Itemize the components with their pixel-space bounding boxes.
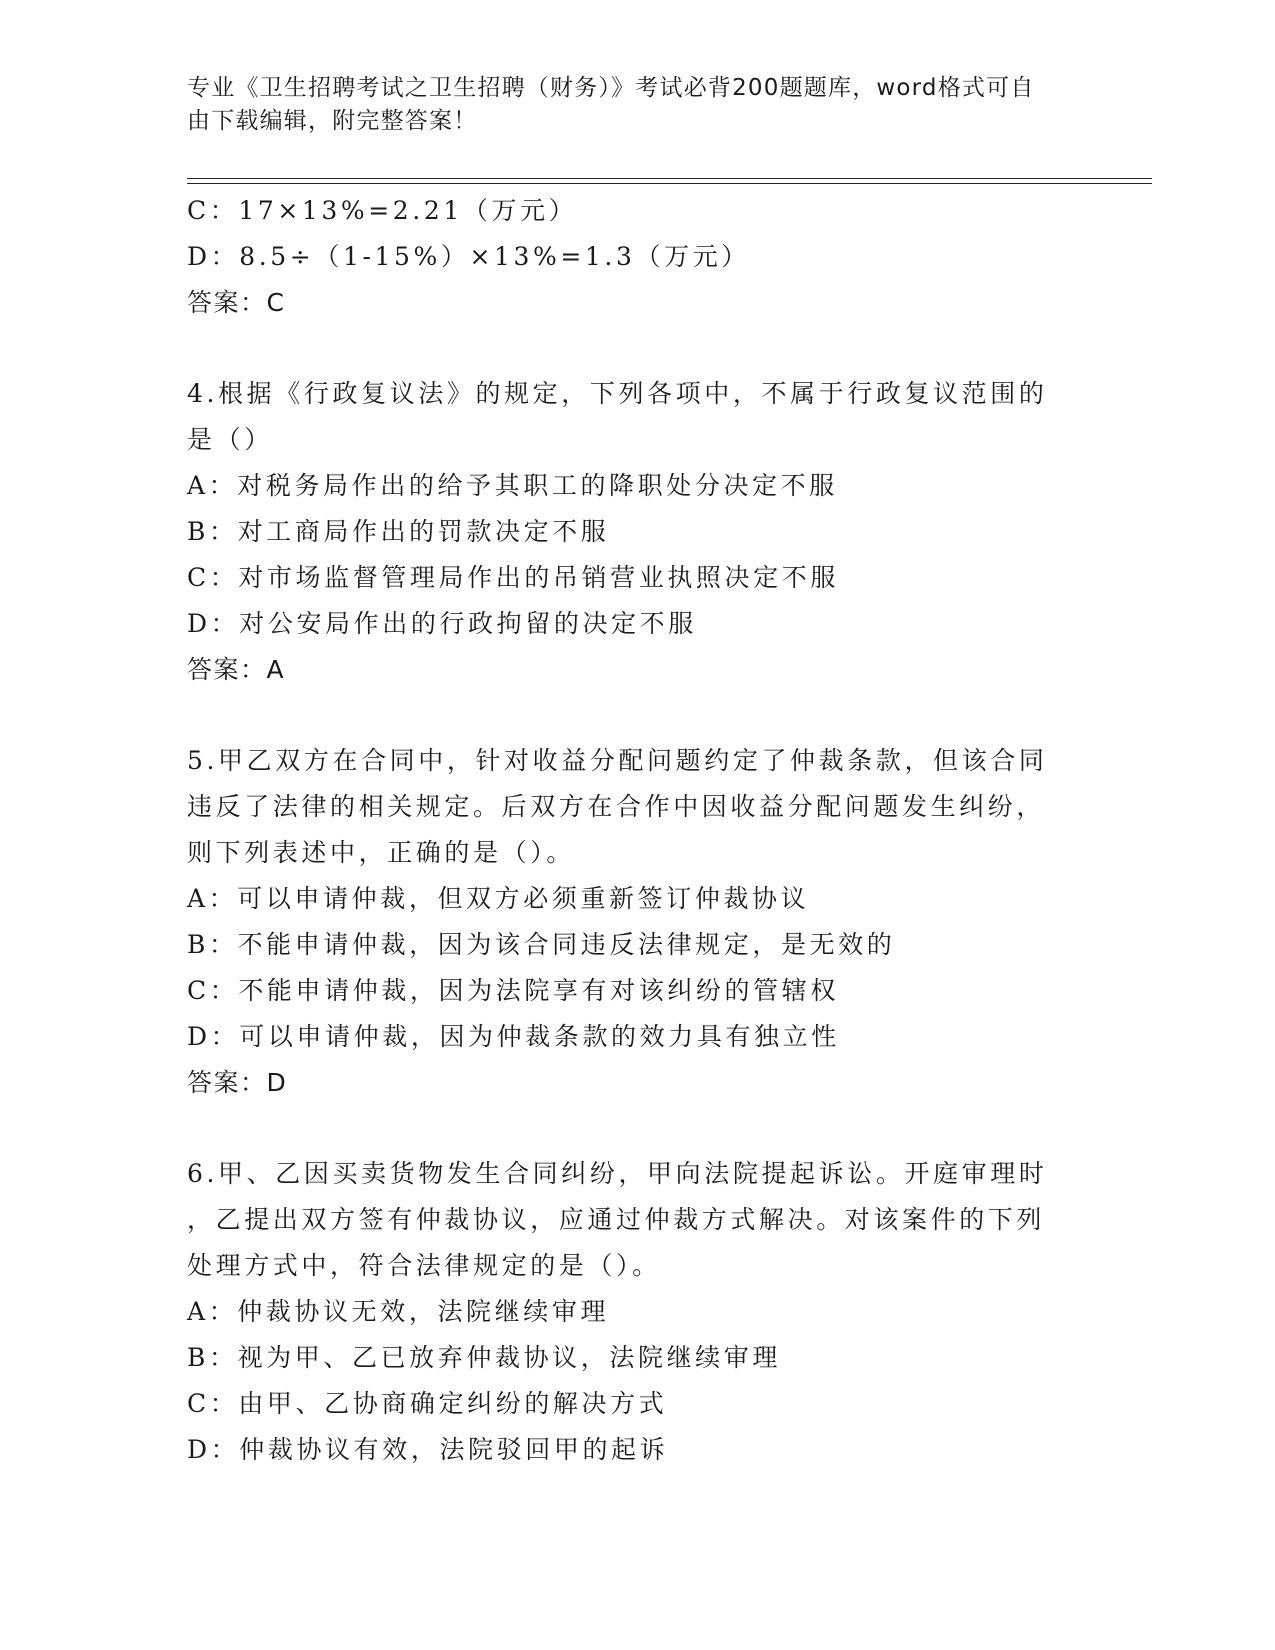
header-rule-top [187, 178, 1152, 179]
question-text: 5.甲乙双方在合同中，针对收益分配问题约定了仲裁条款，但该合同 [187, 746, 1048, 775]
option-d: D：可以申请仲裁，因为仲裁条款的效力具有独立性 [187, 1022, 840, 1051]
question-text: 6.甲、乙因买卖货物发生合同纠纷，甲向法院提起诉讼。开庭审理时 [187, 1159, 1048, 1188]
option-c: C：对市场监督管理局作出的吊销营业执照决定不服 [187, 563, 839, 592]
question-text: ，乙提出双方签有仲裁协议，应通过仲裁方式解决。对该案件的下列 [187, 1205, 1046, 1234]
option-d: D：对公安局作出的行政拘留的决定不服 [187, 609, 697, 638]
option-a: A：对税务局作出的给予其职工的降职处分决定不服 [187, 471, 838, 500]
question-text: 4.根据《行政复议法》的规定，下列各项中，不属于行政复议范围的 [187, 379, 1048, 408]
option-c: C：由甲、乙协商确定纠纷的解决方式 [187, 1389, 668, 1418]
option-c: C：17×13%=2.21（万元） [187, 196, 578, 225]
answer: 答案：A [187, 655, 286, 684]
option-b: B：对工商局作出的罚款决定不服 [187, 517, 610, 546]
question-text: 则下列表述中，正确的是（）。 [187, 838, 575, 867]
question-3-continued [187, 188, 1087, 326]
option-d: D：仲裁协议有效，法院驳回甲的起诉 [187, 1435, 669, 1464]
header-line-1: 专业《卫生招聘考试之卫生招聘（财务）》考试必背200题题库，word格式可自 [187, 75, 1035, 101]
question-6 [187, 1151, 1087, 1473]
option-d: D：8.5÷（1-15%）×13%=1.3（万元） [187, 242, 750, 271]
question-4 [187, 371, 1087, 693]
header-line-2: 由下载编辑，附完整答案！ [187, 108, 478, 134]
option-b: B：视为甲、乙已放弃仲裁协议，法院继续审理 [187, 1343, 781, 1372]
document-header [187, 72, 1067, 138]
option-c: C：不能申请仲裁，因为法院享有对该纠纷的管辖权 [187, 976, 839, 1005]
document-body [187, 188, 1087, 1473]
option-a: A：可以申请仲裁，但双方必须重新签订仲裁协议 [187, 884, 810, 913]
answer: 答案：D [187, 1068, 288, 1097]
option-a: A：仲裁协议无效，法院继续审理 [187, 1297, 610, 1326]
answer: 答案：C [187, 288, 286, 317]
header-rule-bottom [187, 183, 1152, 184]
question-5 [187, 738, 1087, 1106]
question-text: 处理方式中，符合法律规定的是（）。 [187, 1251, 661, 1280]
option-b: B：不能申请仲裁，因为该合同违反法律规定，是无效的 [187, 930, 896, 959]
question-text: 是（） [187, 425, 273, 454]
question-text: 违反了法律的相关规定。后双方在合作中因收益分配问题发生纠纷， [187, 792, 1046, 821]
